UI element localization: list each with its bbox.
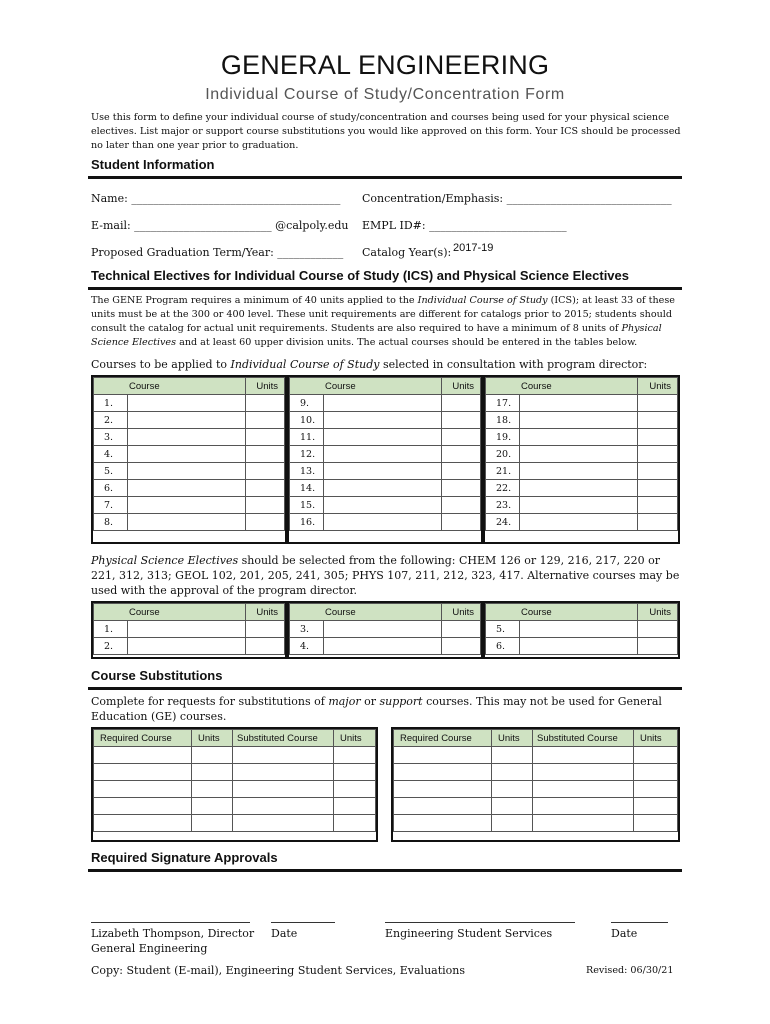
units-cell[interactable] [192,798,233,815]
row-number: 1. [94,395,128,412]
units-cell[interactable] [442,395,481,412]
ics-table-c [483,375,680,544]
units-cell[interactable] [246,463,285,480]
course-cell[interactable] [520,621,638,638]
course-cell[interactable] [128,412,246,429]
units-cell[interactable] [246,621,285,638]
course-cell[interactable] [520,514,638,531]
table-row [486,480,678,497]
table-row [94,497,285,514]
units-cell[interactable] [634,798,678,815]
course-cell[interactable] [128,446,246,463]
table-row [290,638,481,655]
director-department: General Engineering [91,942,208,955]
units-cell[interactable] [634,764,678,781]
table-row [94,429,285,446]
substituted-course-cell[interactable] [533,815,634,832]
course-cell[interactable] [324,412,442,429]
substituted-course-cell[interactable] [533,798,634,815]
units-cell[interactable] [192,781,233,798]
student-info-heading: Student Information [91,157,215,172]
copy-distribution: Copy: Student (E-mail), Engineering Student Services, Evaluations [91,964,466,977]
course-cell[interactable] [128,395,246,412]
course-cell[interactable] [324,621,442,638]
units-cell[interactable] [492,781,533,798]
units-cell[interactable] [638,514,678,531]
table-row [94,798,376,815]
course-header: Course [486,378,638,395]
table-row [394,815,678,832]
email-field[interactable]: E-mail: _________________________ @calpoly.edu [91,219,349,232]
units-cell[interactable] [192,815,233,832]
course-header: Course [94,378,246,395]
course-cell[interactable] [128,463,246,480]
course-cell[interactable] [128,480,246,497]
units-cell[interactable] [246,429,285,446]
row-number: 24. [486,514,520,531]
units-cell[interactable] [442,638,481,655]
table-row [486,395,678,412]
units-cell[interactable] [638,463,678,480]
required-course-cell[interactable] [394,815,492,832]
ics-requirements-text: The GENE Program requires a minimum of 40 units applied to the Individual Course of Study (ICS); at least 33 of these units must be at the 300 or 400 level. These unit requirements are different for catalogs prior to 2015; students should consult the catalog for actual unit requirements. Students are also required to have a minimum of 8 units of Physical Science Electives and at least 60 upper division units. The actual courses should be entered in the tables below. [91,295,675,348]
technical-electives-heading: Technical Electives for Individual Course of Study (ICS) and Physical Science Electives [91,268,629,283]
ess-date-line[interactable] [611,922,668,923]
row-number: 17. [486,395,520,412]
units-header: Units [246,604,285,621]
units-cell[interactable] [442,463,481,480]
row-number: 8. [94,514,128,531]
substitution-table-right [391,727,680,842]
table-row [94,638,285,655]
ics-table-b [287,375,483,544]
pse-table-a [91,601,287,659]
units-header: Units [442,378,481,395]
row-number: 15. [290,497,324,514]
table-row [290,412,481,429]
substituted-course-cell[interactable] [233,747,334,764]
table-row [486,429,678,446]
row-number: 1. [94,621,128,638]
ics-courses-intro: Courses to be applied to Individual Course of Study selected in consultation with program director: [91,358,648,371]
units-cell[interactable] [638,621,678,638]
course-cell[interactable] [520,429,638,446]
units-cell[interactable] [492,798,533,815]
row-number: 7. [94,497,128,514]
course-header: Course [94,604,246,621]
units-cell[interactable] [638,638,678,655]
substituted-course-cell[interactable] [233,764,334,781]
pse-table-b [287,601,483,659]
row-number: 12. [290,446,324,463]
table-row [486,621,678,638]
table-row [290,514,481,531]
units-header: Units [442,604,481,621]
row-number: 2. [94,638,128,655]
course-cell[interactable] [324,429,442,446]
units-cell[interactable] [334,815,376,832]
required-course-header: Required Course [394,730,492,747]
substituted-course-cell[interactable] [233,815,334,832]
course-cell[interactable] [520,497,638,514]
units-cell[interactable] [442,480,481,497]
row-number: 23. [486,497,520,514]
units-cell[interactable] [334,798,376,815]
units-cell[interactable] [638,395,678,412]
required-course-cell[interactable] [94,781,192,798]
substituted-course-header: Substituted Course [533,730,634,747]
units-cell[interactable] [442,429,481,446]
director-date-line[interactable] [271,922,335,923]
units-cell[interactable] [634,781,678,798]
course-cell[interactable] [324,480,442,497]
table-row [290,429,481,446]
units-cell[interactable] [246,446,285,463]
course-header: Course [290,604,442,621]
intro-text: Use this form to define your individual course of study/concentration and courses being used for your physical science electives. List major or support course substitutions you would like approved on this form. Your ICS should be processed no later than one year prior to graduation. [91,112,681,151]
ess-signature-line[interactable] [385,922,575,923]
table-row [290,463,481,480]
row-number: 19. [486,429,520,446]
table-row [394,798,678,815]
course-cell[interactable] [128,621,246,638]
signature-heading: Required Signature Approvals [91,850,278,865]
course-header: Course [290,378,442,395]
units-cell[interactable] [638,412,678,429]
name-field[interactable]: Name: ______________________________________ [91,192,341,205]
section-divider [88,869,682,872]
course-cell[interactable] [128,497,246,514]
date-label: Date [271,927,298,940]
units-cell[interactable] [492,815,533,832]
course-cell[interactable] [128,638,246,655]
substituted-course-header: Substituted Course [233,730,334,747]
units-cell[interactable] [442,514,481,531]
row-number: 5. [94,463,128,480]
page-title: GENERAL ENGINEERING [220,50,550,80]
required-course-header: Required Course [94,730,192,747]
units-cell[interactable] [634,747,678,764]
row-number: 4. [94,446,128,463]
row-number: 14. [290,480,324,497]
course-cell[interactable] [520,412,638,429]
substituted-course-cell[interactable] [533,764,634,781]
required-course-cell[interactable] [94,764,192,781]
substituted-course-cell[interactable] [533,781,634,798]
pse-table-c [483,601,680,659]
graduation-term-field[interactable]: Proposed Graduation Term/Year: ____________ [91,246,344,259]
table-row [94,621,285,638]
table-row [94,395,285,412]
units-cell[interactable] [638,497,678,514]
table-row [486,412,678,429]
table-row [486,514,678,531]
units-cell[interactable] [192,747,233,764]
catalog-year-label: Catalog Year(s): [362,246,452,259]
course-cell[interactable] [324,463,442,480]
required-course-cell[interactable] [94,798,192,815]
section-divider [88,287,682,290]
row-number: 22. [486,480,520,497]
required-course-cell[interactable] [94,815,192,832]
units-cell[interactable] [638,446,678,463]
required-course-cell[interactable] [394,747,492,764]
course-cell[interactable] [324,395,442,412]
required-course-cell[interactable] [394,798,492,815]
table-row [94,412,285,429]
row-number: 18. [486,412,520,429]
units-cell[interactable] [638,429,678,446]
units-cell[interactable] [246,412,285,429]
units-cell[interactable] [334,747,376,764]
units-cell[interactable] [442,497,481,514]
section-divider [88,687,682,690]
empl-id-field[interactable]: EMPL ID#: _________________________ [362,219,567,232]
table-row [394,781,678,798]
units-cell[interactable] [246,514,285,531]
row-number: 3. [290,621,324,638]
course-cell[interactable] [520,638,638,655]
table-row [486,446,678,463]
course-cell[interactable] [324,514,442,531]
units-cell[interactable] [634,815,678,832]
units-header: Units [246,378,285,395]
substitutions-text: Complete for requests for substitutions of major or support courses. This may not be used for General Education (GE) courses. [91,695,662,723]
table-row [486,638,678,655]
table-row [290,497,481,514]
table-row [94,463,285,480]
table-row [290,480,481,497]
required-course-cell[interactable] [394,764,492,781]
table-row [94,480,285,497]
course-cell[interactable] [520,480,638,497]
course-substitutions-heading: Course Substitutions [91,668,223,683]
course-cell[interactable] [520,395,638,412]
row-number: 10. [290,412,324,429]
catalog-year-value[interactable]: 2017-19 [453,242,494,254]
table-row [94,781,376,798]
physical-science-text: Physical Science Electives should be selected from the following: CHEM 126 or 129, 216, 217, 220 or 221, 312, 313; GEOL 102, 201, 205, 241, 305; PHYS 107, 211, 212, 323, 417. Alternative courses may be used with the approval of the program director. [91,554,680,597]
course-cell[interactable] [520,446,638,463]
table-row [94,446,285,463]
table-row [486,463,678,480]
units-cell[interactable] [246,497,285,514]
course-cell[interactable] [324,446,442,463]
table-row [94,514,285,531]
substitution-table-left [91,727,378,842]
table-row [394,764,678,781]
ics-table-a [91,375,287,544]
course-cell[interactable] [324,638,442,655]
course-cell[interactable] [128,514,246,531]
row-number: 20. [486,446,520,463]
row-number: 6. [486,638,520,655]
units-header: Units [638,378,678,395]
table-row [290,395,481,412]
row-number: 9. [290,395,324,412]
table-row [290,446,481,463]
table-row [94,815,376,832]
units-cell[interactable] [492,747,533,764]
table-row [94,747,376,764]
course-cell[interactable] [128,429,246,446]
units-cell[interactable] [334,764,376,781]
required-course-cell[interactable] [394,781,492,798]
row-number: 16. [290,514,324,531]
row-number: 21. [486,463,520,480]
row-number: 13. [290,463,324,480]
required-course-cell[interactable] [94,747,192,764]
units-header: Units [492,730,533,747]
page-subtitle: Individual Course of Study/Concentration Form [205,86,565,103]
units-cell[interactable] [246,395,285,412]
director-signature-line[interactable] [91,922,250,923]
row-number: 11. [290,429,324,446]
units-header: Units [638,604,678,621]
units-header: Units [334,730,376,747]
table-row [94,764,376,781]
row-number: 4. [290,638,324,655]
units-cell[interactable] [638,480,678,497]
substituted-course-cell[interactable] [233,798,334,815]
row-number: 6. [94,480,128,497]
units-header: Units [634,730,678,747]
units-cell[interactable] [246,480,285,497]
units-cell[interactable] [492,764,533,781]
director-name: Lizabeth Thompson, Director [91,927,255,940]
ess-label: Engineering Student Services [385,927,553,940]
substituted-course-cell[interactable] [533,747,634,764]
course-cell[interactable] [324,497,442,514]
table-row [486,497,678,514]
units-cell[interactable] [442,621,481,638]
concentration-field[interactable]: Concentration/Emphasis: ______________________________ [362,192,672,205]
table-row [290,621,481,638]
units-cell[interactable] [192,764,233,781]
units-header: Units [192,730,233,747]
row-number: 5. [486,621,520,638]
section-divider [88,176,682,179]
date-label: Date [611,927,638,940]
units-cell[interactable] [334,781,376,798]
units-cell[interactable] [442,446,481,463]
revised-date: Revised: 06/30/21 [586,965,674,976]
row-number: 3. [94,429,128,446]
course-header: Course [486,604,638,621]
table-row [394,747,678,764]
units-cell[interactable] [246,638,285,655]
row-number: 2. [94,412,128,429]
course-cell[interactable] [520,463,638,480]
substituted-course-cell[interactable] [233,781,334,798]
units-cell[interactable] [442,412,481,429]
